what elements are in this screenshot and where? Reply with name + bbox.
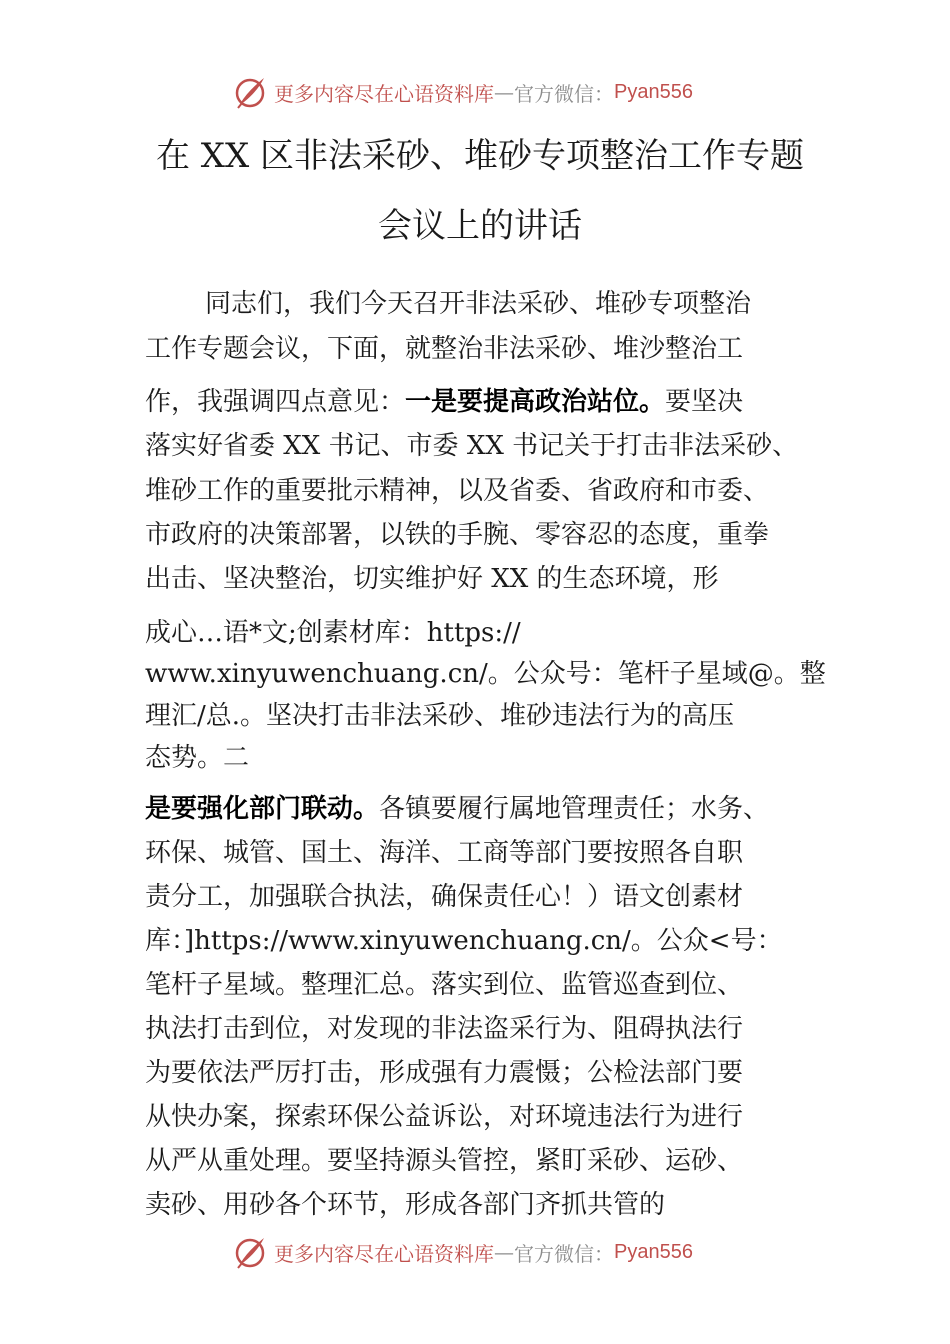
p1-line-2: 工作专题会议，下面，就整治非法采砂、堆沙整治工 (145, 334, 744, 364)
p3-line-6: 执法打击到位，对发现的非法盗采行为、阻碍执法行 (145, 1014, 744, 1044)
p2-line-2: www.xinyuwenchuang.cn/。公众号：笔杆子星域@。整 (145, 659, 826, 689)
page-title-line-1: 在 XX 区非法采砂、堆砂专项整治工作专题 (155, 136, 805, 176)
p3-line-1 (145, 788, 830, 825)
footer-banner (232, 1232, 693, 1272)
feather-pen-logo-icon (232, 74, 268, 110)
p1-line-5: 堆砂工作的重要批示精神，以及省委、省政府和市委、 (145, 476, 770, 506)
p2-line-4: 态势。二 (145, 743, 250, 773)
p3-line-9: 从严从重处理。要坚持源头管控，紧盯采砂、运砂、 (145, 1146, 744, 1176)
p3-line-4: 库：]https://www.xinyuwenchuang.cn/。公众<号： (145, 926, 783, 956)
footer-separator: — (494, 1240, 514, 1264)
p2-line-3: 理汇/总.。坚决打击非法采砂、堆砂违法行为的高压 (145, 701, 735, 731)
feather-pen-logo-icon (232, 1234, 268, 1270)
p3-line-10: 卖砂、用砂各个环节，形成各部门齐抓共管的 (145, 1190, 666, 1220)
p1-line-3-a: 作，我强调四点意见： (145, 387, 406, 417)
p1-line-7: 出击、坚决整治，切实维护好 XX 的生态环境，形 (145, 564, 719, 594)
p3-line-8: 从快办案，探索环保公益诉讼，对环境违法行为进行 (145, 1102, 744, 1132)
p3-line-7: 为要依法严厉打击，形成强有力震慑；公检法部门要 (145, 1058, 744, 1088)
banner-separator: — (494, 80, 514, 104)
p1-line-3 (145, 381, 830, 418)
banner-wechat-id: Pyan556 (614, 80, 693, 103)
header-banner (232, 72, 693, 112)
p1-line-1: 同志们，我们今天召开非法采砂、堆砂专项整治 (205, 289, 752, 319)
point-one-heading: 一是要提高政治站位。 (405, 387, 666, 417)
p3-line-3: 责分工，加强联合执法，确保责任心！）语文创素材 (145, 882, 744, 912)
banner-wechat-label: 官方微信： (514, 81, 614, 106)
p3-line-2: 环保、城管、国土、海洋、工商等部门要按照各自职 (145, 838, 744, 868)
p1-line-6: 市政府的决策部署，以铁的手腕、零容忍的态度，重拳 (145, 520, 770, 550)
banner-site-name: 更多内容尽在心语资料库 (274, 81, 494, 106)
p3-line-1-b: 各镇要履行属地管理责任；水务、 (379, 794, 770, 824)
p1-line-4: 落实好省委 XX 书记、市委 XX 书记关于打击非法采砂、 (145, 431, 799, 461)
p2-line-1: 成心…语*文;创素材库：https:// (145, 618, 521, 648)
p3-line-5: 笔杆子星域。整理汇总。落实到位、监管巡查到位、 (145, 970, 744, 1000)
page-title-line-2: 会议上的讲话 (378, 206, 582, 246)
footer-wechat-id: Pyan556 (614, 1240, 693, 1263)
p1-line-3-b: 要坚决 (665, 387, 744, 417)
footer-site-name: 更多内容尽在心语资料库 (274, 1241, 494, 1266)
point-two-heading: 是要强化部门联动。 (145, 794, 380, 824)
footer-wechat-label: 官方微信： (514, 1241, 614, 1266)
